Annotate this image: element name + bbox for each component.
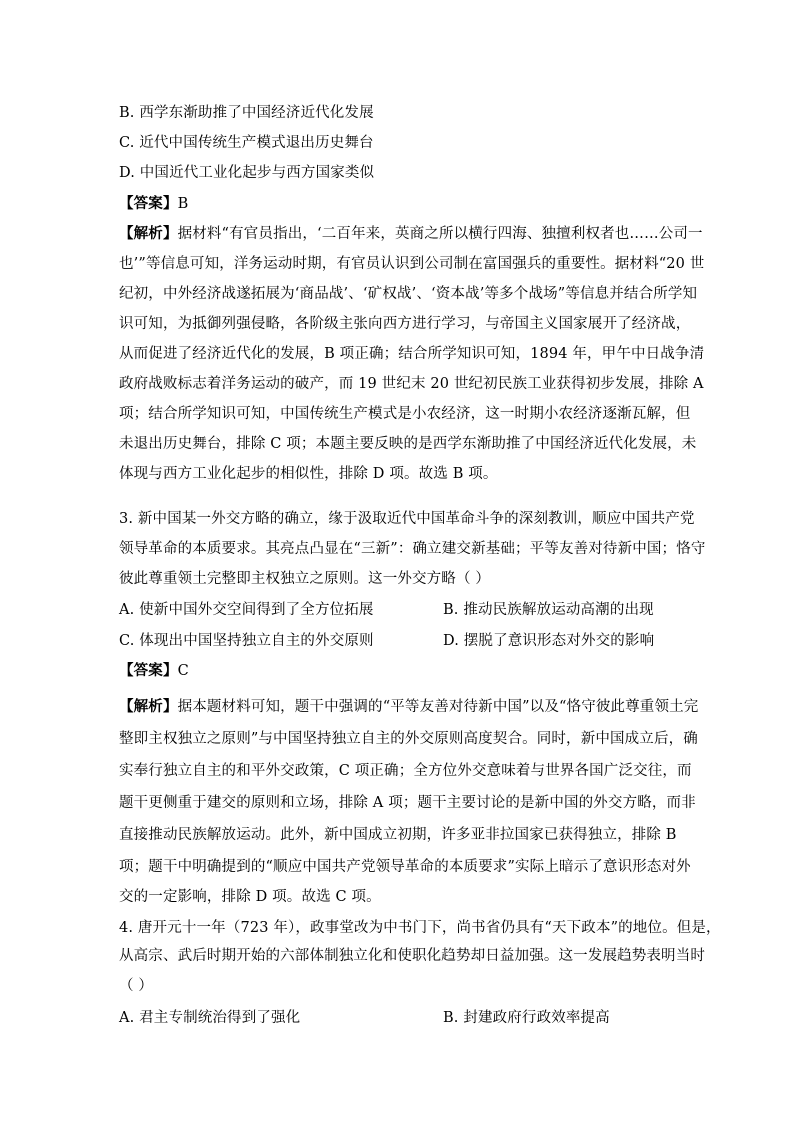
q4-stem-line: 从高宗、武后时期开始的六部体制独立化和使职化趋势却日益加强。这一发展趋势表明当时 — [119, 948, 705, 964]
q3-analysis-line: 交的一定影响，排除 D 项。故选 C 项。 — [119, 889, 381, 905]
q3-stem-line: 彼此尊重领土完整即主权独立之原则。这一外交方略（ ） — [119, 571, 491, 587]
analysis-text: 据材料“有官员指出，‘二百年来，英商之所以横行四海、独擅利权者也……公司一 — [177, 226, 703, 242]
q4-stem-line: （ ） — [119, 978, 154, 994]
q2-option-d: D. 中国近代工业化起步与西方国家类似 — [119, 165, 375, 181]
q3-answer — [119, 661, 189, 681]
q3-option-a: A. 使新中国外交空间得到了全方位拓展 — [119, 602, 374, 618]
q3-analysis-line — [119, 697, 698, 717]
q3-option-b: B. 推动民族解放运动高潮的出现 — [443, 602, 654, 618]
q3-analysis-line: 整即主权独立之原则”与中国坚持独立自主的外交原则高度契合。同时，新中国成立后，确 — [119, 731, 698, 747]
analysis-tag: 【解析】 — [119, 698, 178, 715]
q3-analysis-line: 题干更侧重于建交的原则和立场，排除 A 项；题干主要讨论的是新中国的外交方略，而非 — [119, 795, 696, 811]
q2-option-c: C. 近代中国传统生产模式退出历史舞台 — [119, 135, 374, 151]
q4-stem-line: 4. 唐开元十一年（723 年），政事堂改为中书门下，尚书省仍具有“天下政本”的地位。但是， — [119, 920, 721, 936]
q2-analysis-line — [119, 224, 703, 244]
q2-analysis-line: 政府战败标志着洋务运动的破产，而 19 世纪末 20 世纪初民族工业获得初步发展，排除 A — [119, 376, 704, 392]
q2-analysis-line: 未退出历史舞台，排除 C 项；本题主要反映的是西学东渐助推了中国经济近代化发展，未 — [119, 436, 697, 452]
q3-option-d: D. 摆脱了意识形态对外交的影响 — [443, 633, 655, 649]
analysis-text: 据本题材料可知，题干中强调的“平等友善对待新中国”以及“恪守彼此尊重领土完 — [177, 699, 699, 715]
q2-analysis-line: 从而促进了经济近代化的发展，B 项正确；结合所学知识可知，1894 年，甲午中日战争清 — [119, 346, 705, 362]
q3-option-c: C. 体现出中国坚持独立自主的外交原则 — [119, 633, 374, 649]
q3-analysis-line: 实奉行独立自主的和平外交政策，C 项正确；全方位外交意味着与世界各国广泛交往，而 — [119, 763, 692, 779]
q2-analysis-line: 识可知，为抵御列强侵略，各阶级主张向西方进行学习，与帝国主义国家展开了经济战， — [119, 316, 691, 332]
q2-analysis-line: 纪初，中外经济战遂拓展为‘商品战’、‘矿权战’、‘资本战’等多个战场”等信息并结合所学知 — [119, 286, 698, 302]
answer-tag: 【答案】 — [119, 662, 178, 679]
q2-answer — [119, 194, 188, 214]
q3-stem-line: 3. 新中国某一外交方略的确立，缘于汲取近代中国革命斗争的深刻教训，顺应中国共产党 — [119, 511, 695, 527]
q3-stem-line: 领导革命的本质要求。其亮点凸显在“三新”：确立建交新基础；平等友善对待新中国；恪守 — [119, 541, 706, 557]
answer-tag: 【答案】 — [119, 195, 178, 212]
answer-value: C — [177, 663, 189, 679]
q4-option-a: A. 君主专制统治得到了强化 — [119, 1010, 301, 1026]
answer-value: B — [177, 196, 189, 212]
analysis-tag: 【解析】 — [119, 225, 178, 242]
q3-analysis-line: 直接推动民族解放运动。此外，新中国成立初期，许多亚非拉国家已获得独立，排除 B — [119, 827, 677, 843]
q2-option-b: B. 西学东渐助推了中国经济近代化发展 — [119, 105, 374, 121]
q2-analysis-line: 项；结合所学知识可知，中国传统生产模式是小农经济，这一时期小农经济逐渐瓦解，但 — [119, 406, 691, 422]
q2-analysis-line: 体现与西方工业化起步的相似性，排除 D 项。故选 B 项。 — [119, 466, 498, 482]
q3-analysis-line: 项；题干中明确提到的“顺应中国共产党领导革命的本质要求”实际上暗示了意识形态对外 — [119, 859, 691, 875]
q2-analysis-line: 也’”等信息可知，洋务运动时期，有官员认识到公司制在富国强兵的重要性。据材料“20 世 — [119, 256, 705, 272]
q4-option-b: B. 封建政府行政效率提高 — [443, 1010, 610, 1026]
